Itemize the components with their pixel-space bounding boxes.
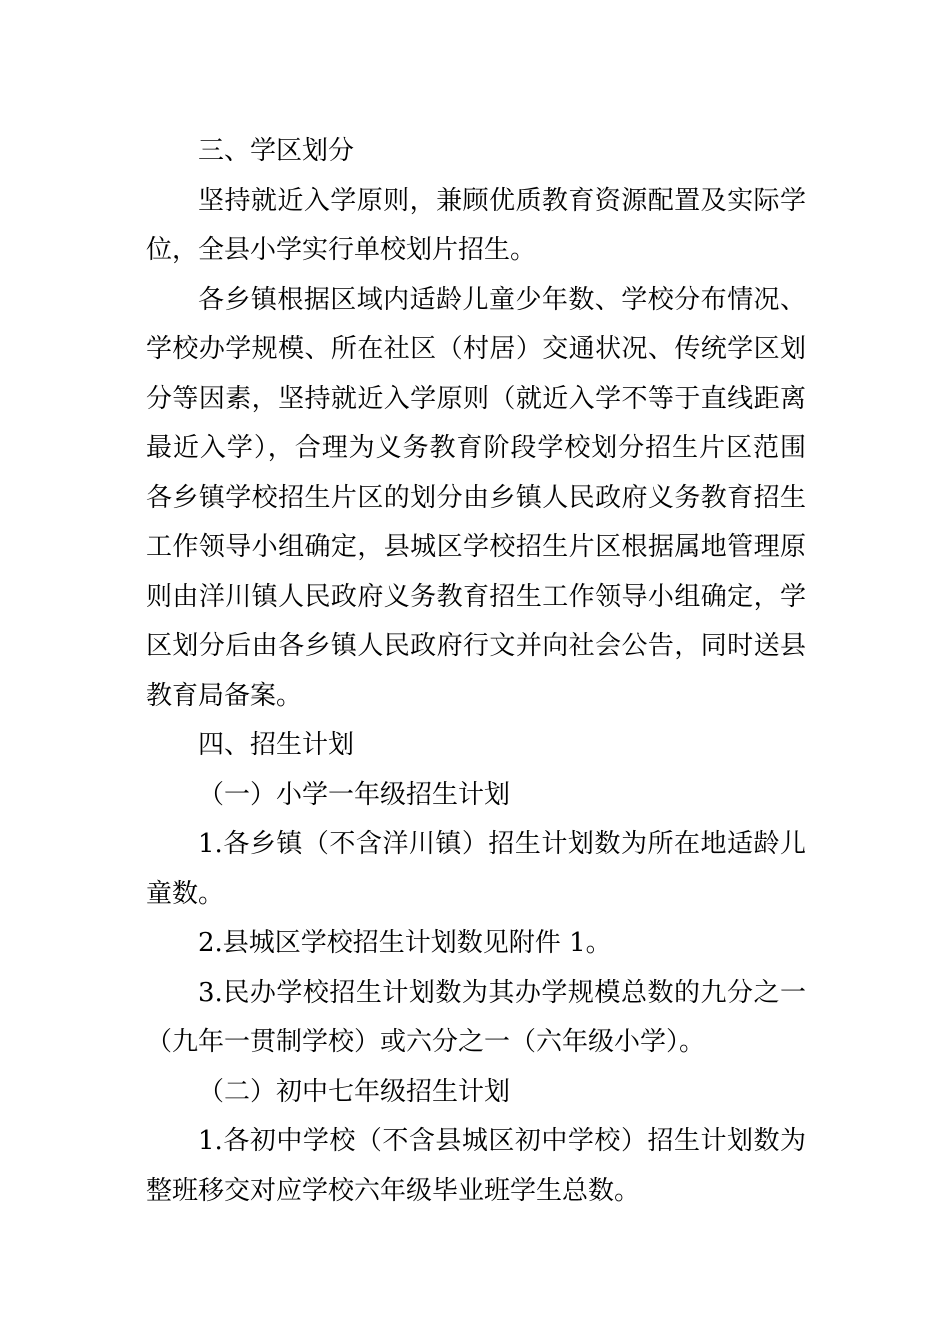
paragraph-district-division: 各乡镇根据区域内适龄儿童少年数、学校分布情况、学校办学规模、所在社区（村居）交通状况、传统学区划分等因素，坚持就近入学原则（就近入学不等于直线距离最近入学），合理为义务教育阶段学校划分招生片区范围各乡镇学校招生片区的划分由乡镇人民政府义务教育招生工作领导小组确定，县城区学校招生片区根据属地管理原则由洋川镇人民政府义务教育招生工作领导小组确定，学区划分后由各乡镇人民政府行文并向社会公告，同时送县教育局备案。	[146, 284, 806, 711]
paragraph-item-1-towns: 1.各乡镇（不含洋川镇）招生计划数为所在地适龄儿童数。	[146, 829, 806, 909]
paragraph-item-2-county-schools: 2.县城区学校招生计划数见附件 1。	[198, 928, 612, 958]
subsection-heading-primary-plan: （一）小学一年级招生计划	[198, 779, 511, 810]
paragraph-item-3-private-schools: 3.民办学校招生计划数为其办学规模总数的九分之一（九年一贯制学校）或六分之一（六年级小学）。	[146, 977, 806, 1057]
paragraph-nearby-enrollment: 坚持就近入学原则，兼顾优质教育资源配置及实际学位，全县小学实行单校划片招生。	[146, 185, 806, 265]
document-body	[146, 127, 806, 1216]
subsection-heading-junior-plan: （二）初中七年级招生计划	[198, 1076, 511, 1107]
paragraph-item-1-junior-schools: 1.各初中学校（不含县城区初中学校）招生计划数为整班移交对应学校六年级毕业班学生总数。	[146, 1126, 806, 1206]
section-heading-enrollment-plan: 四、招生计划	[198, 730, 355, 760]
section-heading-school-district: 三、学区划分	[198, 136, 355, 166]
